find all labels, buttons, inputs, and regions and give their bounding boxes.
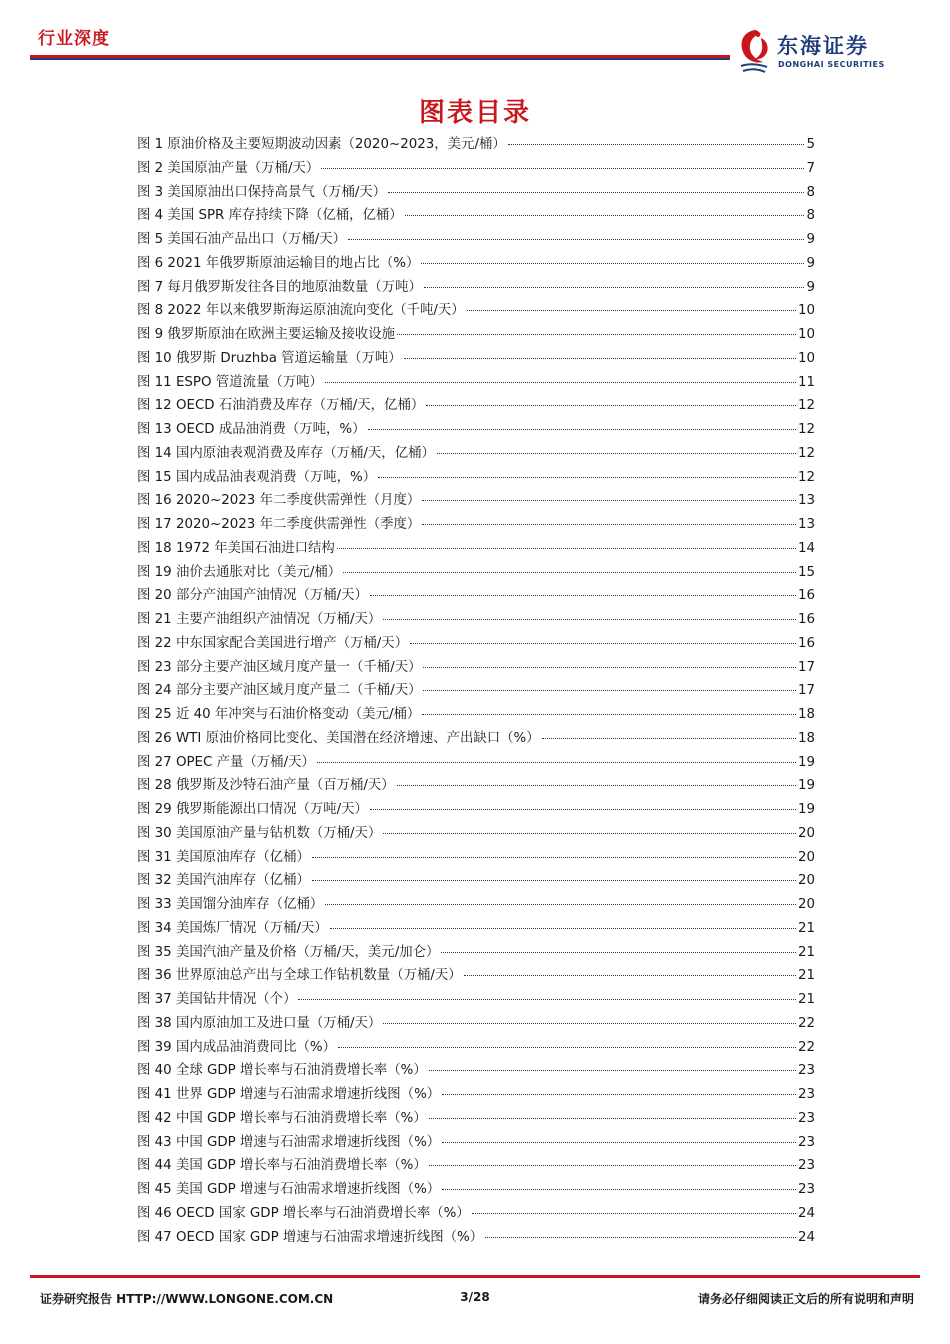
toc-entry-page: 21 <box>797 968 815 984</box>
toc-entry-page: 19 <box>797 778 815 794</box>
toc-entry-label: 图 23 部分主要产油区域月度产量一（千桶/天） <box>137 659 422 675</box>
toc-entry[interactable] <box>137 276 815 300</box>
toc-entry-label: 图 42 中国 GDP 增长率与石油消费增长率（%） <box>137 1110 427 1126</box>
toc-entry-page: 7 <box>806 160 815 176</box>
toc-entry-page: 21 <box>797 992 815 1007</box>
toc-entry-label: 图 5 美国石油产品出口（万桶/天） <box>137 232 347 247</box>
toc-dot-leader <box>348 239 804 240</box>
toc-dot-leader <box>422 500 796 501</box>
toc-entry[interactable] <box>137 1178 815 1202</box>
figure-table-of-contents <box>137 133 815 1249</box>
toc-entry-page: 16 <box>797 588 815 604</box>
page-number: 3/28 <box>460 1290 490 1304</box>
toc-entry[interactable] <box>137 964 815 988</box>
footer-disclaimer: 请务必仔细阅读正文后的所有说明和声明 <box>697 1292 914 1306</box>
footer-divider <box>30 1275 920 1278</box>
toc-entry-label: 图 39 国内成品油消费同比（%） <box>137 1039 336 1055</box>
toc-entry[interactable] <box>137 299 815 323</box>
toc-entry[interactable] <box>137 774 815 798</box>
toc-entry-label: 图 12 OECD 石油消费及库存（万桶/天，亿桶） <box>137 398 425 414</box>
toc-entry[interactable] <box>137 822 815 846</box>
toc-dot-leader <box>422 524 796 525</box>
toc-entry-page: 11 <box>797 374 815 390</box>
toc-dot-leader <box>397 334 796 335</box>
toc-entry[interactable] <box>137 917 815 941</box>
toc-entry-label: 图 17 2020~2023 年二季度供需弹性（季度） <box>137 517 421 532</box>
toc-entry-page: 20 <box>797 849 815 865</box>
toc-dot-leader <box>312 857 796 858</box>
toc-entry-page: 23 <box>797 1110 815 1126</box>
toc-dot-leader <box>429 1070 796 1071</box>
toc-dot-leader <box>423 667 795 668</box>
toc-entry-label: 图 7 每月俄罗斯发往各目的地原油数量（万吨） <box>137 279 422 295</box>
toc-entry-page: 23 <box>797 1158 815 1174</box>
toc-entry-label: 图 2 美国原油产量（万桶/天） <box>137 160 320 176</box>
toc-dot-leader <box>370 809 796 810</box>
toc-entry[interactable] <box>137 893 815 917</box>
toc-dot-leader <box>343 572 796 573</box>
toc-dot-leader <box>424 287 805 288</box>
toc-dot-leader <box>378 477 796 478</box>
toc-dot-leader <box>383 833 796 834</box>
toc-entry-label: 图 9 俄罗斯原油在欧洲主要运输及接收设施 <box>137 327 396 342</box>
toc-entry[interactable] <box>137 466 815 490</box>
toc-entry-page: 24 <box>797 1229 815 1245</box>
toc-entry-page: 14 <box>797 540 815 556</box>
toc-entry-page: 8 <box>806 184 815 200</box>
toc-entry-label: 图 47 OECD 国家 GDP 增速与石油需求增速折线图（%） <box>137 1229 484 1245</box>
toc-entry-page: 17 <box>797 659 815 675</box>
toc-dot-leader <box>472 1213 796 1214</box>
toc-entry[interactable] <box>137 608 815 632</box>
toc-dot-leader <box>388 192 804 193</box>
toc-entry-page: 10 <box>797 350 815 366</box>
toc-dot-leader <box>298 999 795 1000</box>
toc-entry-label: 图 41 世界 GDP 增速与石油需求增速折线图（%） <box>137 1087 441 1102</box>
toc-entry-label: 图 24 部分主要产油区域月度产量二（千桶/天） <box>137 683 422 699</box>
toc-entry-label: 图 13 OECD 成品油消费（万吨，%） <box>137 422 366 437</box>
toc-entry[interactable] <box>137 181 815 205</box>
toc-entry[interactable] <box>137 561 815 585</box>
toc-entry-page: 10 <box>797 327 815 342</box>
toc-dot-leader <box>437 453 796 454</box>
toc-entry-page: 20 <box>797 897 815 912</box>
toc-entry-page: 12 <box>797 445 815 461</box>
toc-entry-label: 图 4 美国 SPR 库存持续下降（亿桶，亿桶） <box>137 208 403 224</box>
toc-title: 图表目录 <box>418 98 531 128</box>
toc-entry-page: 12 <box>797 469 815 485</box>
section-tag: 行业深度 <box>38 29 110 49</box>
toc-entry-label: 图 34 美国炼厂情况（万桶/天） <box>137 920 328 936</box>
toc-entry[interactable] <box>137 1154 815 1178</box>
toc-dot-leader <box>397 785 796 786</box>
toc-entry-page: 22 <box>797 1039 815 1055</box>
toc-entry-label: 图 38 国内原油加工及进口量（万桶/天） <box>137 1015 382 1031</box>
toc-dot-leader <box>330 928 796 929</box>
toc-dot-leader <box>464 975 796 976</box>
toc-entry-label: 图 33 美国馏分油库存（亿桶） <box>137 897 324 912</box>
toc-dot-leader <box>467 310 796 311</box>
toc-entry-page: 21 <box>797 944 815 960</box>
toc-entry[interactable] <box>137 632 815 656</box>
toc-entry[interactable] <box>137 513 815 537</box>
toc-dot-leader <box>442 1142 796 1143</box>
toc-entry[interactable] <box>137 1036 815 1060</box>
toc-entry-page: 23 <box>797 1182 815 1197</box>
toc-dot-leader <box>441 952 796 953</box>
toc-entry[interactable] <box>137 442 815 466</box>
toc-dot-leader <box>421 263 804 264</box>
toc-dot-leader <box>321 168 804 169</box>
toc-entry-page: 20 <box>797 873 815 889</box>
toc-entry[interactable] <box>137 1131 815 1155</box>
toc-entry-label: 图 32 美国汽油库存（亿桶） <box>137 873 310 889</box>
toc-entry-label: 图 27 OPEC 产量（万桶/天） <box>137 754 315 770</box>
toc-entry[interactable] <box>137 1012 815 1036</box>
toc-entry-label: 图 21 主要产油组织产油情况（万桶/天） <box>137 612 382 627</box>
toc-entry-label: 图 26 WTI 原油价格同比变化、美国潜在经济增速、产出缺口（%） <box>137 730 540 746</box>
toc-entry[interactable] <box>137 869 815 893</box>
toc-entry-label: 图 37 美国钻井情况（个） <box>137 992 297 1007</box>
toc-dot-leader <box>426 405 796 406</box>
toc-entry[interactable] <box>137 727 815 751</box>
toc-entry[interactable] <box>137 228 815 252</box>
toc-entry[interactable] <box>137 941 815 965</box>
logo-chinese-name: 东海证券 <box>777 34 869 58</box>
toc-entry[interactable] <box>137 656 815 680</box>
toc-dot-leader <box>429 1165 796 1166</box>
toc-entry-page: 21 <box>797 920 815 936</box>
toc-entry[interactable] <box>137 846 815 870</box>
toc-entry-label: 图 22 中东国家配合美国进行增产（万桶/天） <box>137 635 409 651</box>
toc-entry-page: 23 <box>797 1134 815 1150</box>
logo-english-name: DONGHAI SECURITIES <box>778 60 885 69</box>
toc-entry-label: 图 18 1972 年美国石油进口结构 <box>137 540 335 556</box>
toc-dot-leader <box>337 548 796 549</box>
toc-dot-leader <box>325 382 796 383</box>
toc-entry-label: 图 16 2020~2023 年二季度供需弹性（月度） <box>137 493 421 509</box>
toc-entry-label: 图 40 全球 GDP 增长率与石油消费增长率（%） <box>137 1063 427 1079</box>
toc-entry-label: 图 44 美国 GDP 增长率与石油消费增长率（%） <box>137 1158 427 1174</box>
toc-dot-leader <box>325 904 796 905</box>
toc-entry-page: 5 <box>806 137 815 152</box>
company-logo <box>733 26 918 76</box>
toc-entry[interactable] <box>137 1107 815 1131</box>
footer-website[interactable]: 证券研究报告 HTTP://WWW.LONGONE.COM.CN <box>40 1292 334 1306</box>
toc-entry-label: 图 15 国内成品油表观消费（万吨，%） <box>137 469 377 485</box>
toc-entry[interactable] <box>137 133 815 157</box>
toc-dot-leader <box>442 1189 796 1190</box>
toc-dot-leader <box>338 1047 796 1048</box>
toc-entry[interactable] <box>137 1083 815 1107</box>
toc-dot-leader <box>317 762 796 763</box>
toc-entry[interactable] <box>137 394 815 418</box>
toc-entry-label: 图 11 ESPO 管道流量（万吨） <box>137 374 323 390</box>
toc-entry-label: 图 25 近 40 年冲突与石油价格变动（美元/桶） <box>137 707 421 722</box>
toc-dot-leader <box>404 358 796 359</box>
toc-entry-page: 12 <box>797 422 815 437</box>
toc-dot-leader <box>368 429 796 430</box>
toc-entry-page: 16 <box>797 612 815 627</box>
toc-dot-leader <box>405 215 805 216</box>
toc-entry[interactable] <box>137 418 815 442</box>
toc-entry-label: 图 20 部分产油国产油情况（万桶/天） <box>137 588 368 604</box>
toc-entry-page: 19 <box>797 802 815 817</box>
toc-entry[interactable] <box>137 988 815 1012</box>
toc-entry[interactable] <box>137 584 815 608</box>
toc-dot-leader <box>312 880 796 881</box>
toc-entry[interactable] <box>137 537 815 561</box>
toc-dot-leader <box>383 1023 796 1024</box>
toc-entry-label: 图 35 美国汽油产量及价格（万桶/天，美元/加仑） <box>137 944 440 960</box>
toc-entry-label: 图 28 俄罗斯及沙特石油产量（百万桶/天） <box>137 778 395 794</box>
toc-entry-label: 图 14 国内原油表观消费及库存（万桶/天，亿桶） <box>137 445 435 461</box>
toc-entry[interactable] <box>137 371 815 395</box>
toc-entry-page: 23 <box>797 1087 815 1102</box>
toc-entry-label: 图 31 美国原油库存（亿桶） <box>137 849 310 865</box>
toc-dot-leader <box>542 738 796 739</box>
toc-entry[interactable] <box>137 1226 815 1250</box>
toc-dot-leader <box>410 643 796 644</box>
toc-entry-label: 图 1 原油价格及主要短期波动因素（2020~2023，美元/桶） <box>137 137 506 152</box>
toc-entry[interactable] <box>137 1202 815 1226</box>
toc-dot-leader <box>485 1237 796 1238</box>
toc-entry-page: 22 <box>797 1015 815 1031</box>
toc-entry-label: 图 19 油价去通胀对比（美元/桶） <box>137 564 342 580</box>
toc-entry-page: 18 <box>797 730 815 746</box>
toc-entry-page: 9 <box>806 255 815 271</box>
toc-entry[interactable] <box>137 347 815 371</box>
toc-entry-page: 18 <box>797 707 815 722</box>
toc-entry-label: 图 10 俄罗斯 Druzhba 管道运输量（万吨） <box>137 350 402 366</box>
toc-entry-page: 13 <box>797 517 815 532</box>
toc-entry-page: 17 <box>797 683 815 699</box>
toc-entry[interactable] <box>137 489 815 513</box>
toc-entry-page: 13 <box>797 493 815 509</box>
toc-entry-page: 16 <box>797 635 815 651</box>
toc-entry-label: 图 30 美国原油产量与钻机数（万桶/天） <box>137 825 382 841</box>
toc-entry-label: 图 43 中国 GDP 增速与石油需求增速折线图（%） <box>137 1134 441 1150</box>
toc-dot-leader <box>429 1118 796 1119</box>
toc-entry-label: 图 29 俄罗斯能源出口情况（万吨/天） <box>137 802 368 817</box>
toc-dot-leader <box>370 595 796 596</box>
toc-entry[interactable] <box>137 798 815 822</box>
toc-entry-page: 8 <box>806 208 815 224</box>
toc-entry[interactable] <box>137 1059 815 1083</box>
toc-entry[interactable] <box>137 157 815 181</box>
toc-entry[interactable] <box>137 204 815 228</box>
toc-entry-page: 23 <box>797 1063 815 1079</box>
toc-entry[interactable] <box>137 252 815 276</box>
toc-entry-page: 10 <box>797 303 815 319</box>
toc-entry[interactable] <box>137 751 815 775</box>
toc-entry-label: 图 36 世界原油总产出与全球工作钻机数量（万桶/天） <box>137 968 462 984</box>
toc-entry-page: 9 <box>806 279 815 295</box>
toc-entry-page: 20 <box>797 825 815 841</box>
toc-dot-leader <box>383 619 796 620</box>
toc-entry-label: 图 45 美国 GDP 增速与石油需求增速折线图（%） <box>137 1182 441 1197</box>
toc-dot-leader <box>508 144 805 145</box>
toc-entry-page: 24 <box>797 1205 815 1221</box>
toc-entry-page: 19 <box>797 754 815 770</box>
toc-dot-leader <box>423 690 795 691</box>
dragon-logo-icon <box>733 26 775 76</box>
toc-entry-page: 9 <box>806 232 815 247</box>
toc-entry-label: 图 8 2022 年以来俄罗斯海运原油流向变化（千吨/天） <box>137 303 465 319</box>
toc-entry-label: 图 6 2021 年俄罗斯原油运输目的地占比（%） <box>137 255 420 271</box>
toc-dot-leader <box>442 1094 796 1095</box>
toc-entry[interactable] <box>137 323 815 347</box>
header-divider-blue <box>30 58 730 60</box>
toc-entry-label: 图 3 美国原油出口保持高景气（万桶/天） <box>137 184 387 200</box>
toc-dot-leader <box>422 714 796 715</box>
toc-entry-label: 图 46 OECD 国家 GDP 增长率与石油消费增长率（%） <box>137 1205 470 1221</box>
toc-entry[interactable] <box>137 703 815 727</box>
toc-entry[interactable] <box>137 679 815 703</box>
toc-entry-page: 15 <box>797 564 815 580</box>
toc-entry-page: 12 <box>797 398 815 414</box>
